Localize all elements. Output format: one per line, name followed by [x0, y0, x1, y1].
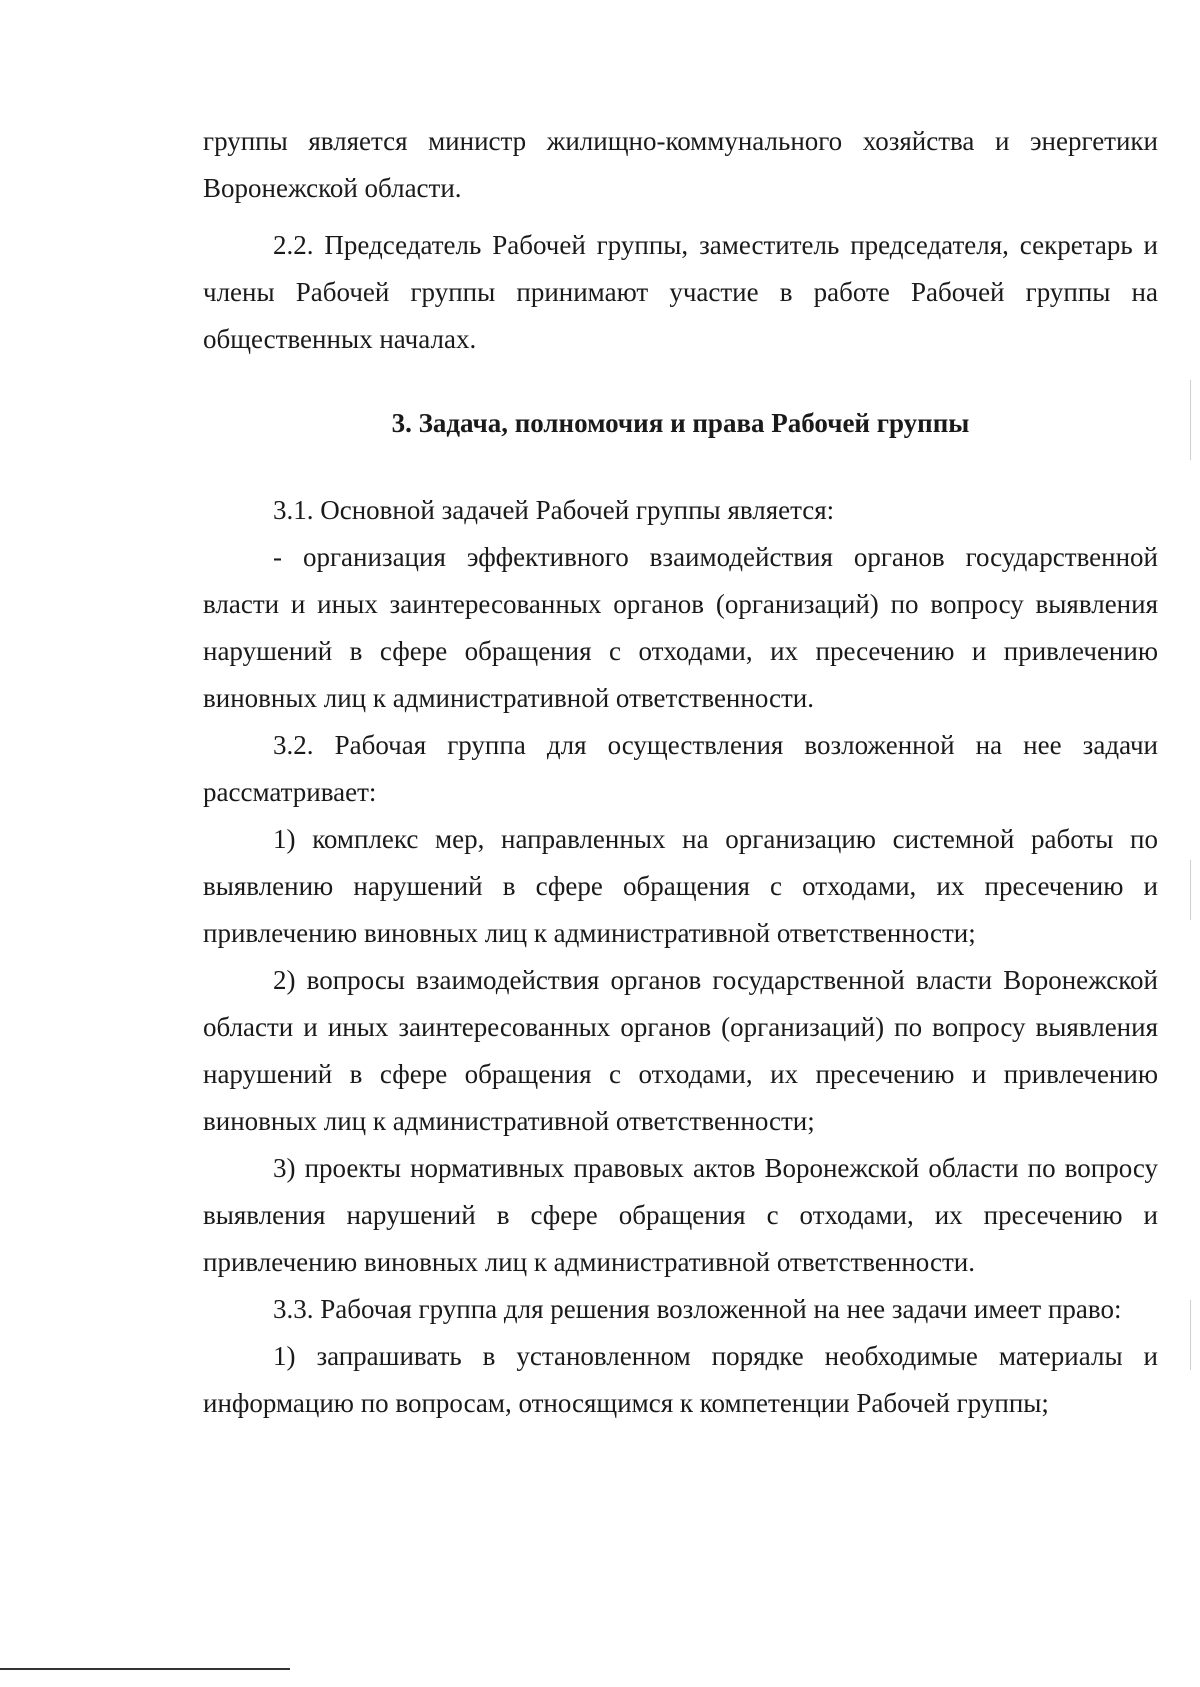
paragraph-3-1: 3.1. Основной задачей Рабочей группы является:	[273, 495, 835, 525]
document-body	[203, 118, 1158, 1427]
scan-edge-mark	[1190, 380, 1191, 460]
scan-edge-mark	[1190, 860, 1191, 920]
paragraph-chair-continuation: группы является министр жилищно-коммунального хозяйства и энергетики Воронежской области.	[203, 126, 1158, 203]
section-heading-3: 3. Задача, полномочия и права Рабочей группы	[391, 408, 970, 438]
paragraph-2-2: 2.2. Председатель Рабочей группы, заместитель председателя, секретарь и члены Рабочей группы принимают участие в работе Рабочей группы на общественных началах.	[203, 230, 1158, 354]
paragraph-3-1-item: - организация эффективного взаимодействия органов государственной власти и иных заинтересованных органов (организаций) по вопросу выявления нарушений в сфере обращения с отходами, их пресечению и привлечению виновных лиц к административной ответственности.	[203, 542, 1158, 713]
paragraph-3-2-item-1: 1) комплекс мер, направленных на организацию системной работы по выявлению нарушений в сфере обращения с отходами, их пресечению и привлечению виновных лиц к административной ответственности;	[203, 824, 1158, 948]
paragraph-3-3: 3.3. Рабочая группа для решения возложенной на нее задачи имеет право:	[273, 1294, 1122, 1324]
bottom-rule	[0, 1668, 290, 1670]
paragraph-3-2: 3.2. Рабочая группа для осуществления возложенной на нее задачи рассматривает:	[203, 730, 1158, 807]
paragraph-3-2-item-2: 2) вопросы взаимодействия органов государственной власти Воронежской области и иных заинтересованных органов (организаций) по вопросу выявления нарушений в сфере обращения с отходами, их пресечению и привлечению виновных лиц к административной ответственности;	[203, 965, 1158, 1136]
paragraph-3-2-item-3: 3) проекты нормативных правовых актов Воронежской области по вопросу выявления нарушений в сфере обращения с отходами, их пресечению и привлечению виновных лиц к административной ответственности.	[203, 1153, 1158, 1277]
paragraph-3-3-item-1: 1) запрашивать в установленном порядке необходимые материалы и информацию по вопросам, относящимся к компетенции Рабочей группы;	[203, 1341, 1158, 1418]
scan-edge-mark	[1190, 1300, 1191, 1370]
